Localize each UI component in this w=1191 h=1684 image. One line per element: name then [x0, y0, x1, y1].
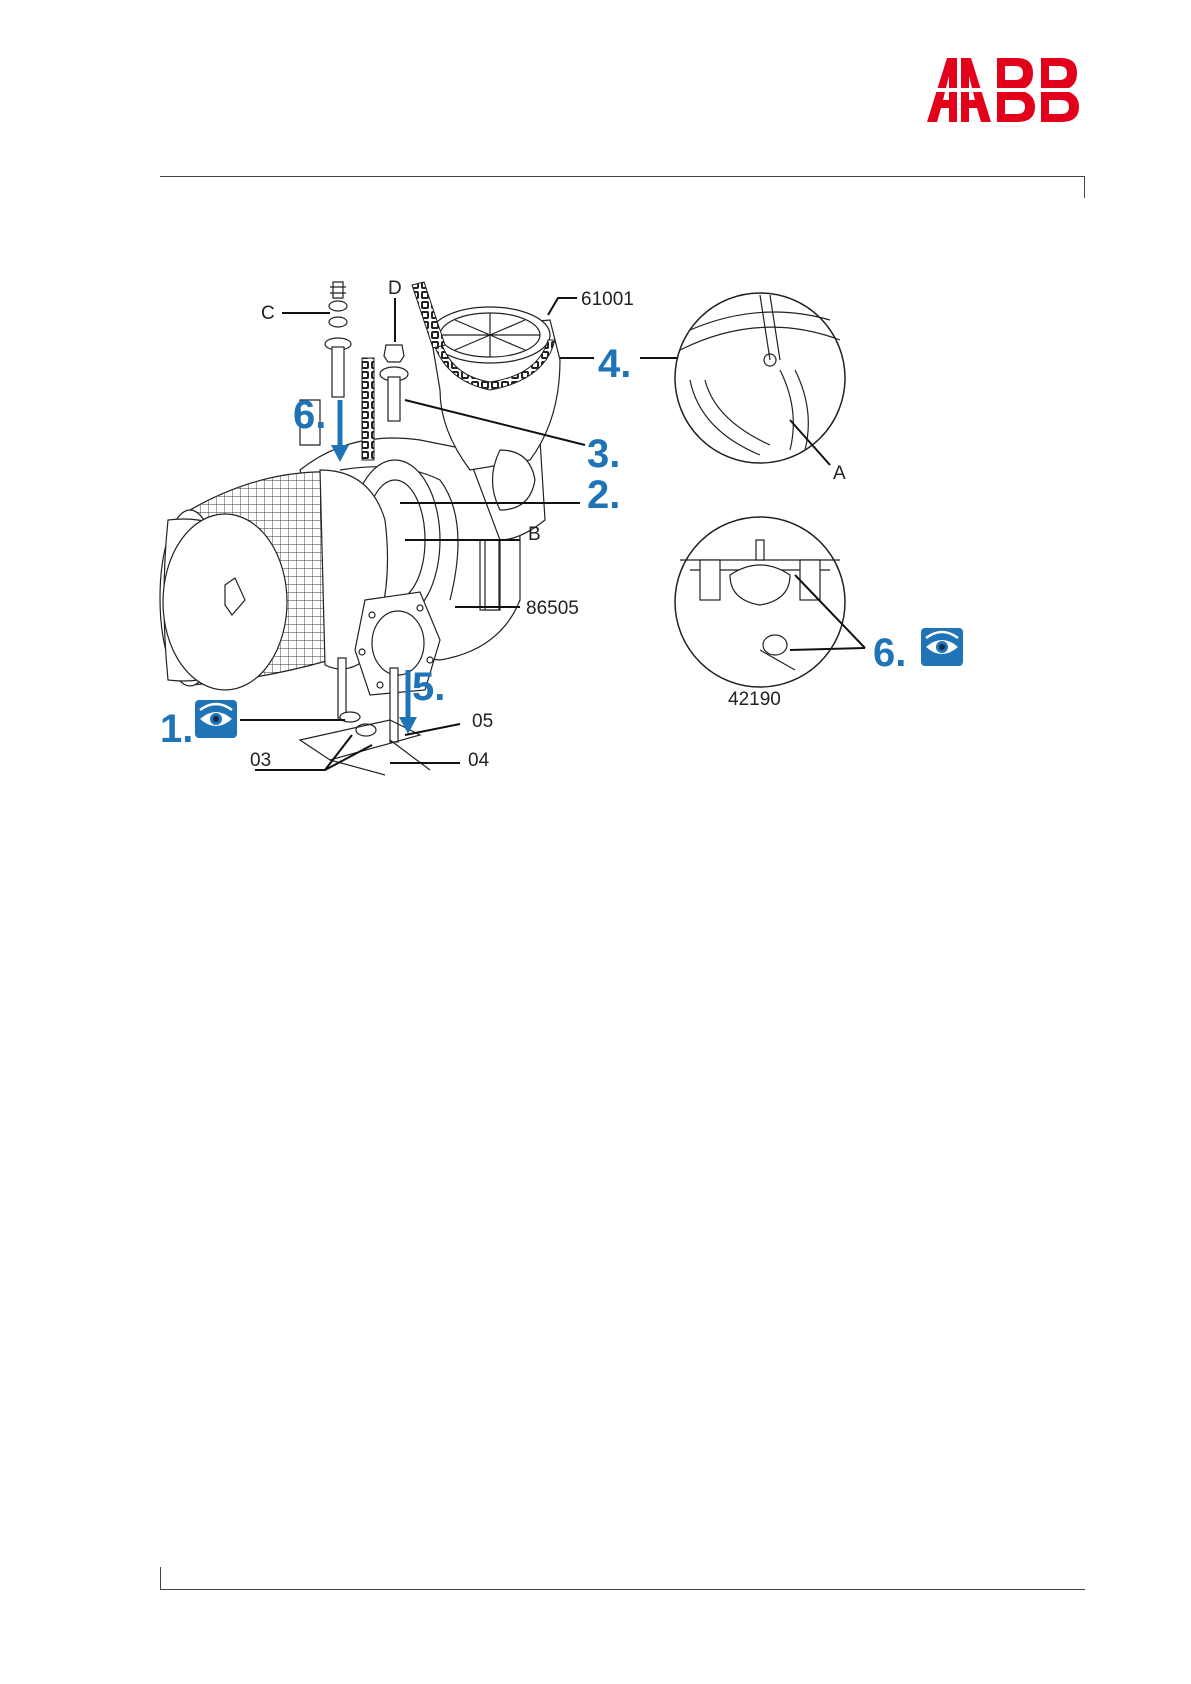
footer-rule-tick [160, 1567, 161, 1589]
label-c: C [261, 303, 275, 324]
detail-view-42190 [675, 517, 865, 687]
detail-view-a [675, 293, 845, 465]
air-filter-silencer [160, 470, 388, 690]
step-6-main: 6. [293, 393, 327, 437]
eye-icon [195, 700, 237, 738]
lifting-chain [362, 358, 374, 460]
step-1: 1. [160, 707, 194, 751]
fastener-set-c [325, 282, 351, 397]
footer-rule [160, 1589, 1085, 1590]
label-03: 03 [250, 750, 272, 771]
step-4: 4. [598, 342, 632, 386]
label-42190: 42190 [728, 689, 781, 710]
label-05: 05 [472, 711, 494, 732]
step-2: 2. [587, 473, 621, 517]
step-3: 3. [587, 432, 621, 476]
step-6-detail: 6. [873, 631, 907, 675]
label-b: B [528, 524, 541, 545]
label-a: A [833, 463, 846, 484]
label-04: 04 [468, 750, 490, 771]
eye-icon [921, 628, 963, 666]
label-61001: 61001 [581, 289, 634, 310]
label-86505: 86505 [526, 598, 579, 619]
fastener-set-d [380, 345, 408, 421]
step-5: 5. [412, 665, 446, 709]
label-d: D [388, 278, 402, 299]
